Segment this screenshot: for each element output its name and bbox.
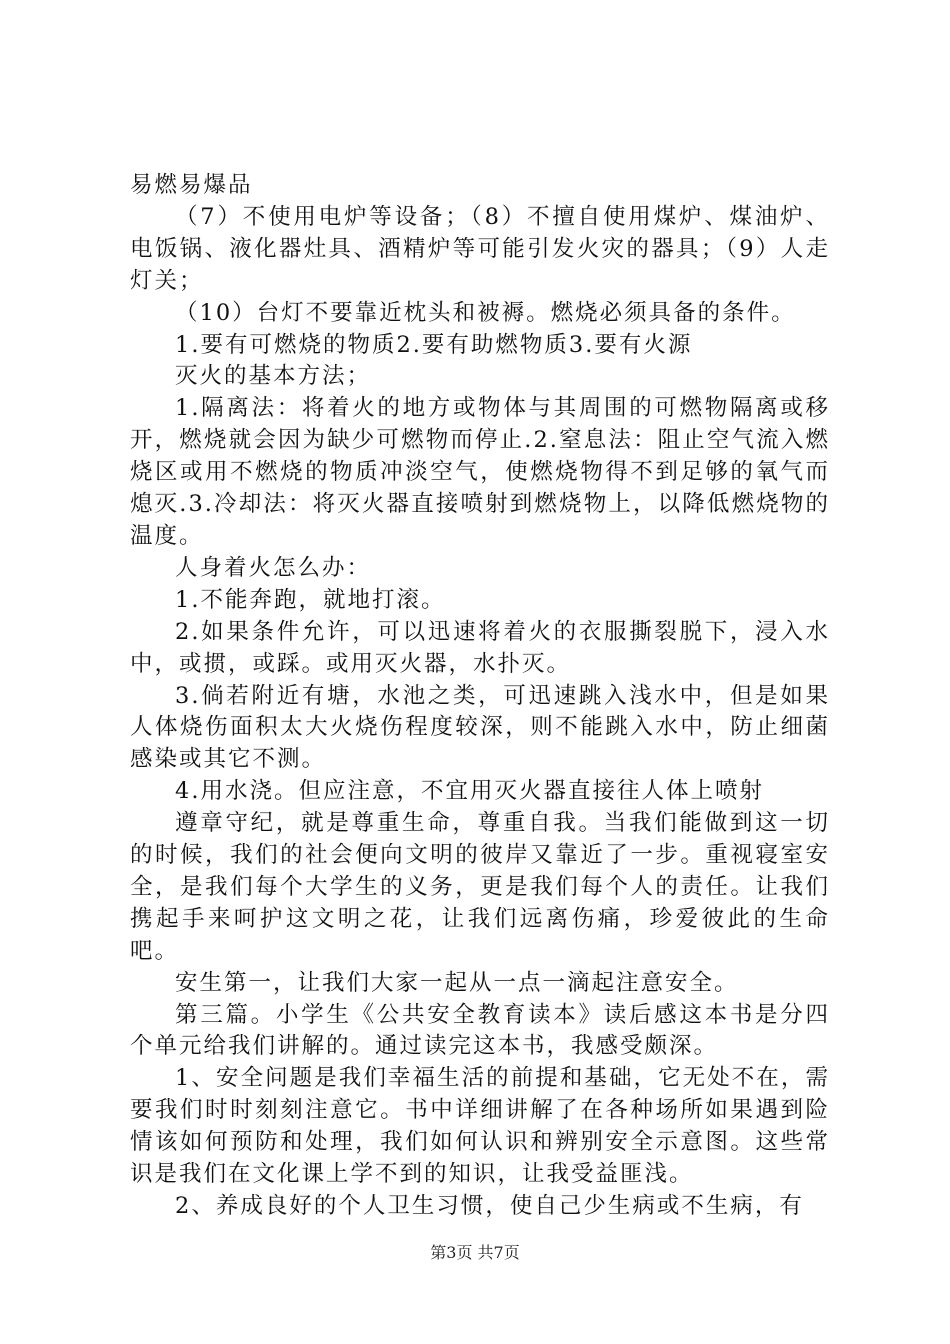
paragraph-11: 4.用水浇。但应注意，不宜用灭火器直接往人体上喷射 xyxy=(175,778,764,805)
paragraph-8: 1.不能奔跑，就地打滚。 xyxy=(175,586,446,613)
paragraph-4: 1.要有可燃烧的物质2.要有助燃物质3.要有火源 xyxy=(175,331,693,358)
document-body xyxy=(130,170,830,1223)
page-number-footer: 第3页 共7页 xyxy=(430,1243,520,1262)
paragraph-9: 2.如果条件允许，可以迅速将着火的衣服撕裂脱下，浸入水中，或掼，或踩。或用灭火器，水扑灭。 xyxy=(130,618,830,677)
paragraph-10: 3.倘若附近有塘，水池之类，可迅速跳入浅水中，但是如果人体烧伤面积太大火烧伤程度较深，则不能跳入水中，防止细菌感染或其它不测。 xyxy=(130,682,830,773)
paragraph-1: 易燃易爆品 xyxy=(130,172,253,198)
paragraph-12: 遵章守纪，就是尊重生命，尊重自我。当我们能做到这一切的时候，我们的社会便向文明的彼岸又靠近了一步。重视寝室安全，是我们每个大学生的义务，更是我们每个人的责任。让我们携起手来呵护这文明之花，让我们远离伤痛，珍爱彼此的生命吧。 xyxy=(130,810,830,964)
paragraph-3: （10）台灯不要靠近枕头和被褥。燃烧必须具备的条件。 xyxy=(175,299,796,326)
paragraph-16: 2、养成良好的个人卫生习惯，使自己少生病或不生病，有 xyxy=(175,1193,804,1219)
paragraph-13: 安生第一，让我们大家一起从一点一滴起注意安全。 xyxy=(175,969,739,996)
paragraph-15: 1、安全问题是我们幸福生活的前提和基础，它无处不在，需要我们时时刻刻注意它。书中详细讲解了在各种场所如果遇到险情该如何预防和处理，我们如何认识和辨别安全示意图。这些常识是我们在文化课上学不到的知识，让我受益匪浅。 xyxy=(130,1065,830,1188)
paragraph-14: 第三篇。小学生《公共安全教育读本》读后感这本书是分四个单元给我们讲解的。通过读完这本书，我感受颇深。 xyxy=(130,1001,830,1060)
paragraph-7: 人身着火怎么办： xyxy=(175,554,372,581)
paragraph-2: （7）不使用电炉等设备；（8）不擅自使用煤炉、煤油炉、电饭锅、液化器灶具、酒精炉等可能引发火灾的器具；（9）人走灯关； xyxy=(130,203,830,294)
paragraph-6: 1.隔离法：将着火的地方或物体与其周围的可燃物隔离或移开，燃烧就会因为缺少可燃物而停止.2.窒息法：阻止空气流入燃烧区或用不燃烧的物质冲淡空气，使燃烧物得不到足够的氧气而熄灭.3.冷却法：将灭火器直接喷射到燃烧物上，以降低燃烧物的温度。 xyxy=(130,395,830,549)
paragraph-5: 灭火的基本方法； xyxy=(175,363,372,390)
